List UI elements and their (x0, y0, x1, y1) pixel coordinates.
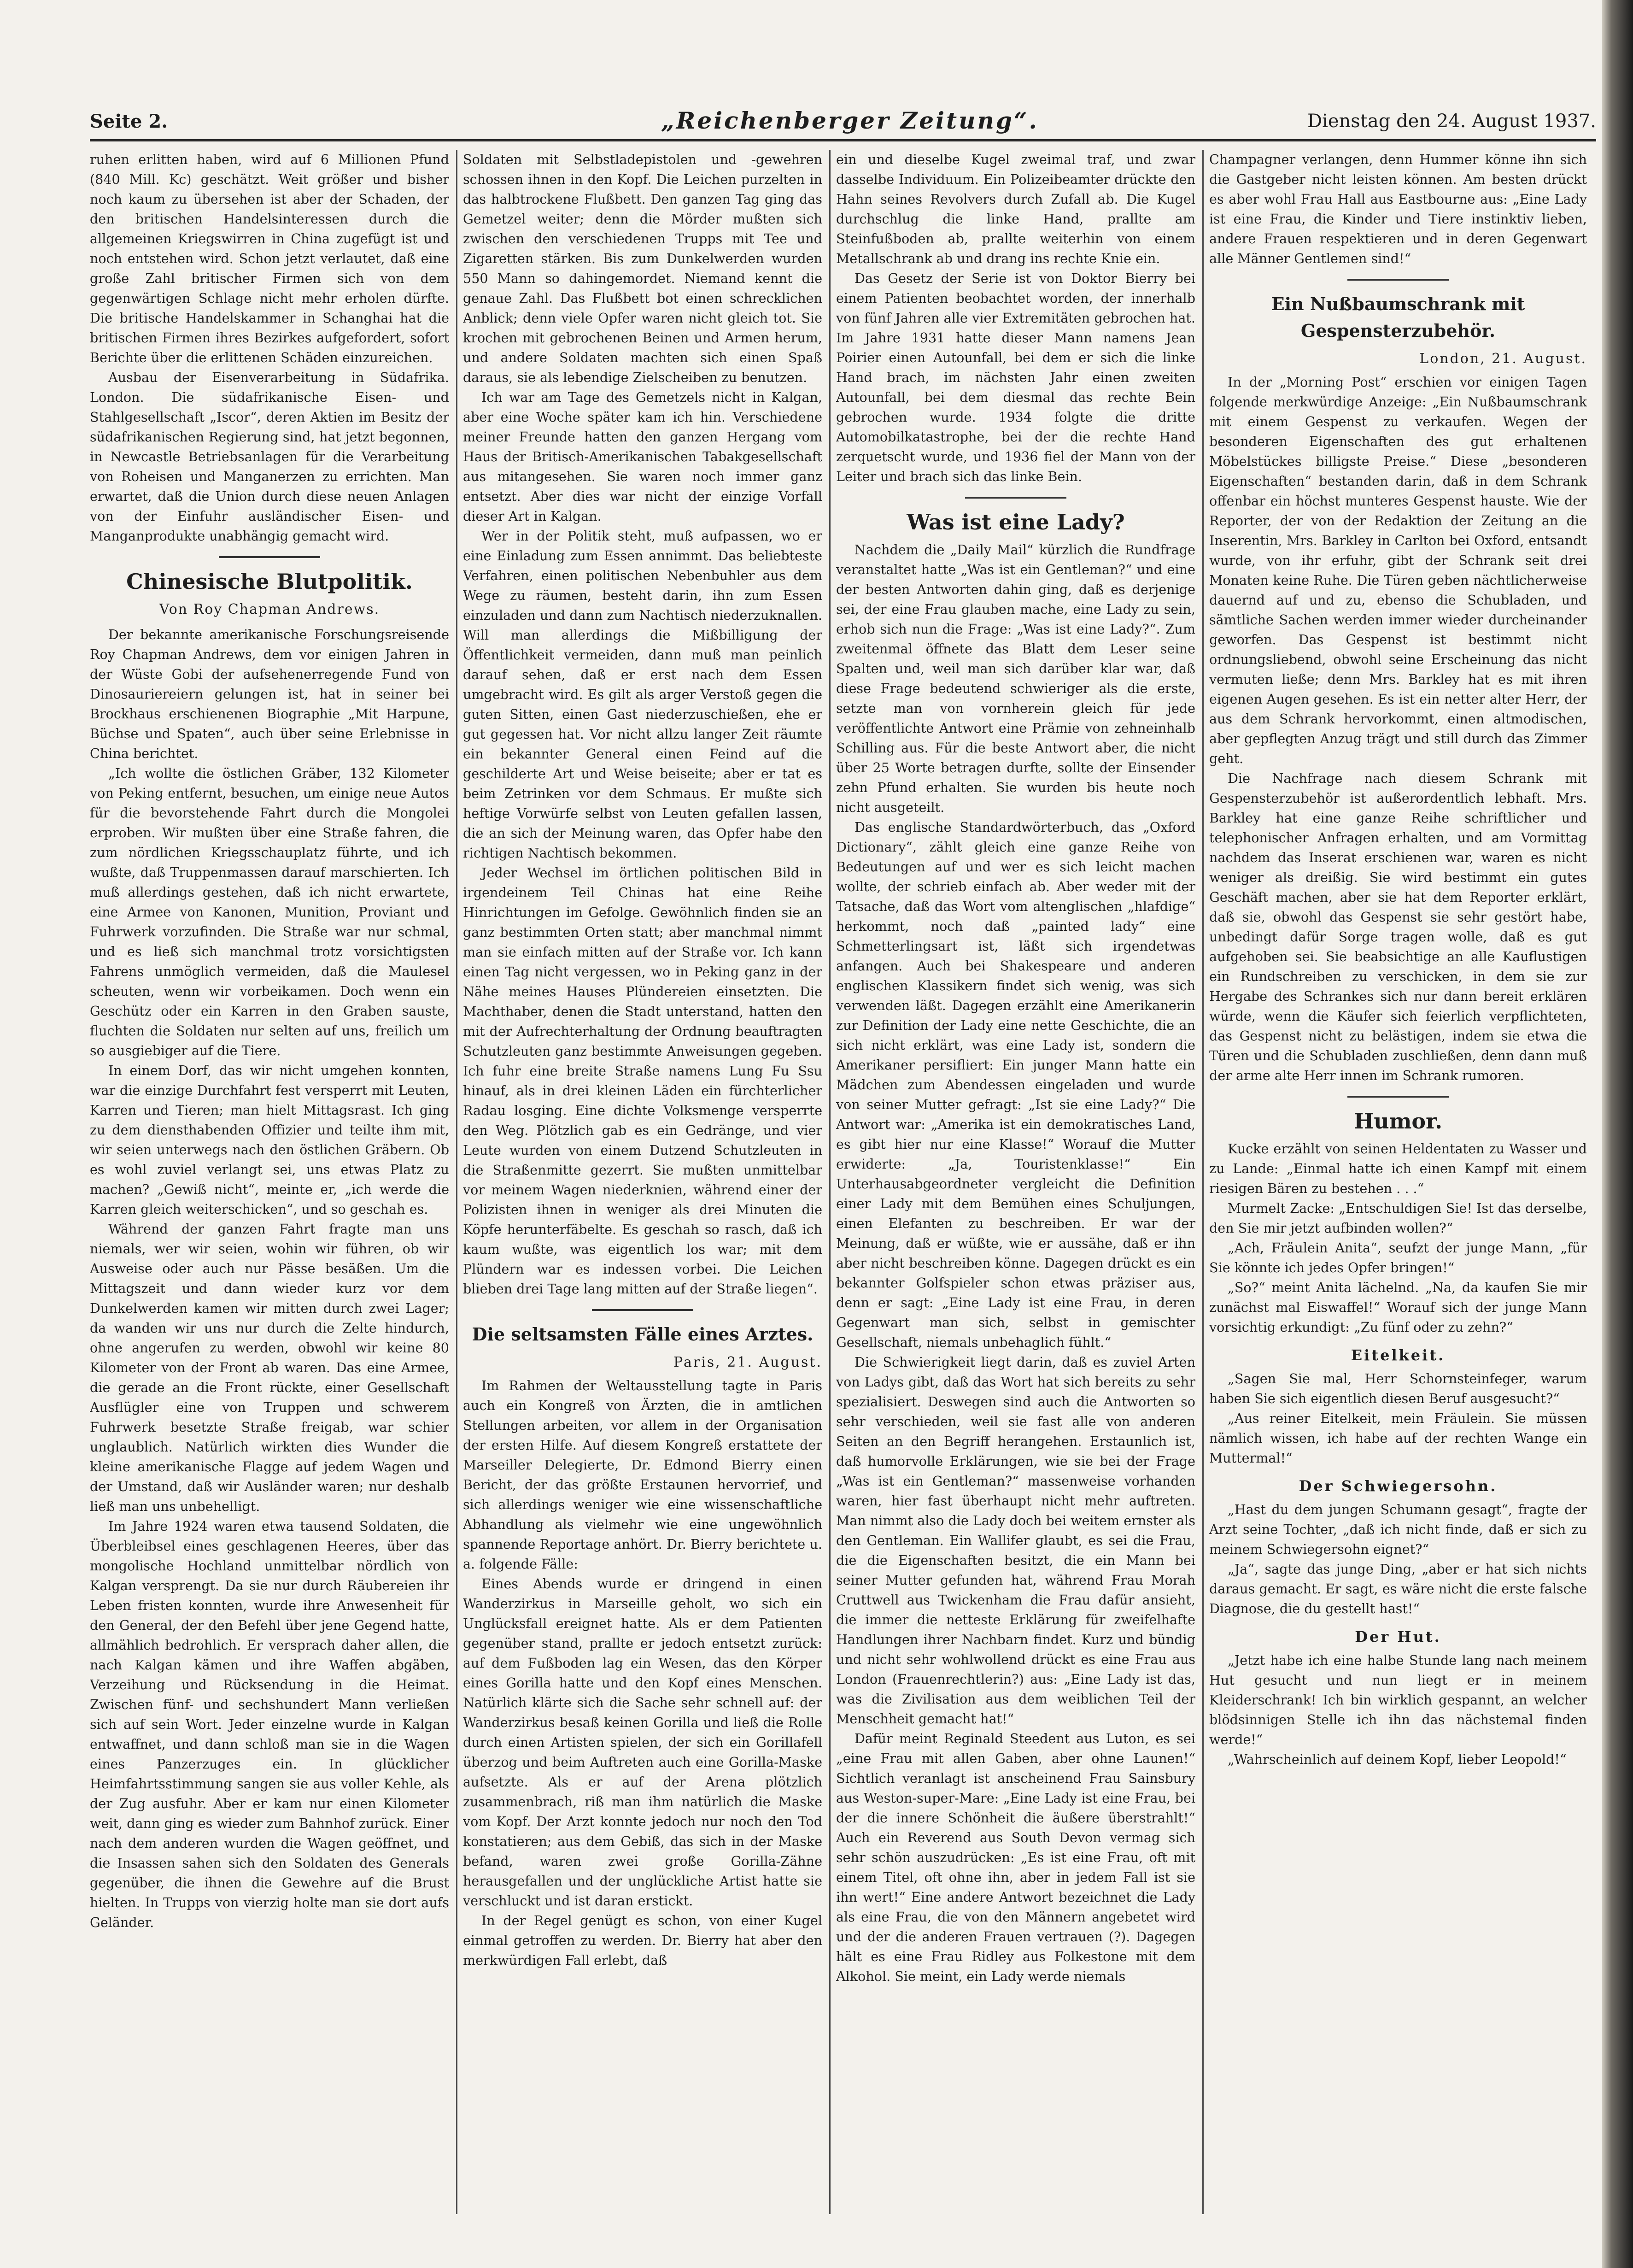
column-rule (456, 150, 457, 2214)
joke-title: Eitelkeit. (1351, 1346, 1446, 1364)
joke-text: „Aus reiner Eitelkeit, mein Fräulein. Sie müssen nämlich wissen, ich habe auf der rechten Wange ein Muttermal!“ (1209, 1410, 1587, 1466)
article-text: Während der ganzen Fahrt fragte man uns niemals, wer wir seien, wohin wir führen, ob wir Ausweise oder auch nur Pässe besäßen. Um die Mittagszeit und dann wieder kurz vor dem Dunkelwerden kamen wir mitten durch zwei Lager; da wanden wir uns nur durch die Zelte hindurch, ohne angerufen zu werden, obwohl wir keine 80 Kilometer von der Front ab waren. Das eine Armee, die gerade an die Front rückte, einer Gesellschaft Ausflügler eine von Truppen und schwerem Fuhrwerk besetzte Straße freigab, war schier unglaublich. Natürlich wirkten dies Wunder die kleine amerikanische Flagge auf jedem Wagen und der Umstand, daß wir Ausländer waren; nur deshalb ließ man uns unbehelligt. (90, 1221, 449, 1514)
column-rule (829, 150, 831, 2214)
joke-text: „So?“ meint Anita lächelnd. „Na, da kaufen Sie mir zunächst mal Eiswaffel!“ Worauf sich der junge Mann vorsichtig erkundigt: „Zu fünf oder zu zehn?“ (1209, 1280, 1587, 1335)
newspaper-title: „Reichenberger Zeitung“. (661, 107, 1039, 134)
headline-blutpolitik: Chinesische Blutpolitik. (126, 569, 413, 594)
column-1 (90, 150, 449, 2214)
dateline: London, 21. August. (1419, 351, 1587, 367)
joke-title: Der Schwiegersohn. (1299, 1477, 1498, 1495)
headline-humor: Humor. (1353, 1109, 1443, 1134)
article-text: Das englische Standardwörterbuch, das „Oxford Dictionary“, zählt gleich eine ganze Reihe von Bedeutungen auf und wer es sich leicht machen wollte, der schrieb einfach ab. Aber weder mit der Tatsache, daß das Wort vom altenglischen „hlafdige“ herkommt, noch daß „painted lady“ eine Schmetterlingsart ist, läßt sich irgendetwas anfangen. Auch bei Shakespeare und anderen englischen Klassikern findet sich wenig, was sich verwenden läßt. Dagegen erzählt eine Amerikanerin zur Definition der Lady eine nette Geschichte, die an sich nicht erklärt, was eine Lady ist, sondern die Amerikaner persifliert: Ein junger Mann hatte ein Mädchen zum Abendessen eingeladen und wurde von seiner Mutter gefragt: „Ist sie eine Lady?“ Die Antwort war: „Amerika ist ein demokratisches Land, es gibt hier nur eine Klasse!“ Worauf die Mutter erwiderte: „Ja, Touristenklasse!“ Ein Unterhausabgeordneter vergleicht die Definition einer Lady mit dem Bemühen eines Schuljungen, einen Elefanten zu beschreiben. Er war der Meinung, daß er wüßte, wie er aussähe, daß er ihn aber nicht beschreiben könne. Dagegen drückt es ein bekannter Golfspieler schon etwas präziser aus, denn er sagt: „Eine Lady ist eine Frau, in deren Gegenwart man sich, selbst in gemischter Gesellschaft, niemals unbehaglich fühlt.“ (836, 819, 1195, 1350)
article-text: Im Jahre 1924 waren etwa tausend Soldaten, die Überbleibsel eines geschlagenen Heeres, über das mongolische Hochland unmittelbar nördlich von Kalgan versprengt. Da sie nur durch Räubereien ihr Leben fristen konnten, wurde ihre Anwesenheit für den General, der den Befehl über jene Gegend hatte, allmählich bedrohlich. Er versprach daher allen, die nach Kalgan kämen und ihre Waffen abgäben, Verzeihung und Rücksendung in die Heimat. Zwischen fünf- und sechshundert Mann verließen sich auf sein Wort. Jeder einzelne wurde in Kalgan entwaffnet, und dann schloß man sie in die Wagen eines Panzerzuges ein. In glücklicher Heimfahrtsstimmung sangen sie aus voller Kehle, als der Zug ausfuhr. Aber er kam nur einen Kilometer weit, dann ging es wieder zum Bahnhof zurück. Einer nach dem anderen wurden die Wagen geöffnet, und die Insassen sahen sich den Soldaten des Generals gegenüber, die ihnen die Gewehre auf die Brust hielten. In Trupps von vierzig holte man sie dort aufs Geländer. (90, 1518, 449, 1930)
byline: Von Roy Chapman Andrews. (159, 601, 380, 617)
joke-text: „Jetzt habe ich eine halbe Stunde lang nach meinem Hut gesucht und nun liegt er in meinem Kleiderschrank! Ich bin wirklich gespannt, an welcher blödsinnigen Stelle ich ihn das nächstemal finden werde!“ (1209, 1652, 1587, 1747)
article-text: Die Nachfrage nach diesem Schrank mit Gespensterzubehör ist außerordentlich lebhaft. Mrs. Barkley hat eine ganze Reihe schriftlicher und telephonischer Anfragen erhalten, und am Vormittag nachdem das Inserat erschienen war, waren es nicht weniger als dreißig. Sie wird bestimmt ein gutes Geschäft machen, aber sie hat dem Reporter erklärt, daß sie, obwohl das Gespenst sie sehr gestört habe, unbedingt dafür Sorge tragen wolle, daß es gut aufgehoben sei. Sie beabsichtige an alle Kauflustigen ein Rundschreiben zu verschicken, in dem sie zur Hergabe des Schrankes sich nur dann bereit erklären würde, wenn die Käufer sich feierlich verpflichteten, das Gespenst nicht zu belästigen, indem sie etwa die Türen und die Schubladen zuschließen, denn dann muß der arme alte Herr innen im Schrank rumoren. (1209, 770, 1587, 1083)
dateline: Paris, 21. August. (673, 1354, 822, 1370)
joke-text: „Hast du dem jungen Schumann gesagt“, fragte der Arzt seine Tochter, „daß ich nicht finde, daß er sich zu meinem Schwiegersohn eignet?“ (1209, 1502, 1587, 1557)
article-text: In der „Morning Post“ erschien vor einigen Tagen folgende merkwürdige Anzeige: „Ein Nußbaumschrank mit einem Gespenst zu verkaufen. Wegen der besonderen Eigenschaften des gut erhaltenen Möbelstückes billigste Preise.“ Diese „besonderen Eigenschaften“ bestanden darin, daß in dem Schrank offenbar ein höchst munteres Gespenst hauste. Wie der Reporter, der von der Redaktion der Zeitung an die Inserentin, Mrs. Barkley in Carlton bei Oxford, entsandt wurde, von ihr erfuhr, gibt der Schrank seit drei Monaten keine Ruhe. Die Türen geben nächtlicherweise dauernd auf und zu, ebenso die Schubladen, und sämtliche Sachen werden immer wieder durcheinander geworfen. Das Gespenst ist bestimmt nicht ordnungsliebend, obwohl seine Erscheinung das nicht vermuten ließe; denn Mrs. Barkley hat es mit ihren eigenen Augen gesehen. Es ist ein netter alter Herr, der aus dem Schrank hervorkommt, einen altmodischen, aber gepflegten Anzug trägt und still durch das Zimmer geht. (1209, 374, 1587, 766)
article-text: Wer in der Politik steht, muß aufpassen, wo er eine Einladung zum Essen annimmt. Das beliebteste Verfahren, einen politischen Nebenbuhler aus dem Wege zu räumen, besteht darin, ihn zum Essen einzuladen und dann zum Nachtisch niederzuknallen. Will man allerdings die Mißbilligung der Öffentlichkeit vermeiden, dann muß man peinlich darauf sehen, daß er erst nach dem Essen umgebracht wird. Es gilt als arger Verstoß gegen die guten Sitten, einen Gast niederzuschießen, ehe er gut gegessen hat. Vor nicht allzu langer Zeit räumte ein bekannter General einen Feind auf die geschilderte Art und Weise beiseite; aber er tat es beim Zetrinken vor dem Schmaus. Er mußte sich heftige Vorwürfe selbst von Leuten gefallen lassen, die an sich der Meinung waren, das Opfer habe den richtigen Nachtisch bekommen. (463, 528, 822, 861)
column-3 (836, 150, 1195, 2214)
divider (592, 1309, 693, 1311)
headline-nussbaumschrank: Ein Nußbaumschrank mit Gespensterzubehör. (1271, 294, 1525, 341)
article-text: Nachdem die „Daily Mail“ kürzlich die Rundfrage veranstaltet hatte „Was ist ein Gentleman?“ und eine der besten Antworten dahin ging, daß es derjenige sei, der eine Frau glauben mache, eine Lady zu sein, erhob sich nun die Frage: „Was ist eine Lady?“. Zum zweitenmal öffnete das Blatt dem Leser seine Spalten und, weil man sich darüber klar war, daß diese Frage bedeutend schwieriger als die erste, setzte man von vornherein gleich für jede veröffentlichte Antwort eine Prämie von zehneinhalb Schilling aus. Für die beste Antwort aber, die nicht über 25 Worte betragen durfte, sollte der Einsender zehn Pfund erhalten. Sie wurden bis heute noch nicht ausgeteilt. (836, 542, 1195, 815)
article-text: „Ich wollte die östlichen Gräber, 132 Kilometer von Peking entfernt, besuchen, um einige neue Autos für die bevorstehende Fahrt durch die Mongolei erproben. Wir mußten über eine Straße fahren, die zum nördlichen Kriegsschauplatz führte, und ich wußte, daß Truppenmassen darauf marschierten. Ich muß allerdings gestehen, daß ich nicht erwartete, eine Armee von Kanonen, Munition, Proviant und Fuhrwerk vorzufinden. Die Straße war nur schmal, und es ließ sich manchmal trotz vorsichtigsten Fahrens unmöglich vermeiden, daß die Maulesel scheuten, wenn wir vorbeikamen. Doch wenn ein Geschütz oder ein Karren in den Graben sauste, fluchten die Soldaten nur selten auf uns, freilich um so ausgiebiger auf die Tiere. (90, 765, 449, 1058)
article-text: Ausbau der Eisenverarbeitung in Südafrika. London. Die südafrikanische Eisen- und Stahlgesellschaft „Iscor“, deren Aktien im Besitz der südafrikanischen Regierung sind, hat jetzt begonnen, in Newcastle Betriebsanlagen für die Verarbeitung von Roheisen und Manganerzen zu errichten. Man erwartet, daß die Union durch diese neuen Anlagen von der Einfuhr ausländischer Eisen- und Manganprodukte unabhängig gemacht wird. (90, 370, 449, 544)
joke-text: „Sagen Sie mal, Herr Schornsteinfeger, warum haben Sie sich eigentlich diesen Beruf ausgesucht?“ (1209, 1371, 1587, 1406)
issue-date: Dienstag den 24. August 1937. (1307, 111, 1596, 132)
joke-text: Kucke erzählt von seinen Heldentaten zu Wasser und zu Lande: „Einmal hatte ich einen Kampf mit einem riesigen Bären zu bestehen . . .“ (1209, 1141, 1587, 1196)
article-text: Im Rahmen der Weltausstellung tagte in Paris auch ein Kongreß von Ärzten, die in amtlichen Stellungen arbeiten, vor allem in der Organisation der ersten Hilfe. Auf diesem Kongreß erstattete der Marseiller Delegierte, Dr. Edmond Bierry einen Bericht, der das größte Erstaunen hervorrief, und sich allerdings weniger wie eine wissenschaftliche Abhandlung als vielmehr wie eine ungewöhnlich spannende Reportage anhört. Dr. Bierry berichtete u. a. folgende Fälle: (463, 1378, 822, 1572)
article-text: Eines Abends wurde er dringend in einen Wanderzirkus in Marseille geholt, wo sich ein Unglücksfall ereignet hatte. Als er dem Patienten gegenüber stand, prallte er jedoch entsetzt zurück: auf dem Fußboden lag ein Wesen, das den Körper eines Gorilla hatte und den Kopf eines Menschen. Natürlich klärte sich die Sache sehr schnell auf: der Wanderzirkus besaß keinen Gorilla und ließ die Rolle durch einen Artisten spielen, der sich ein Gorillafell überzog und beim Auftreten auch eine Gorilla-Maske aufsetzte. Als er auf der Arena plötzlich zusammenbrach, riß man ihm natürlich die Maske vom Kopf. Der Arzt konnte jedoch nur noch den Tod konstatieren; aus dem Gebiß, das sich in der Maske befand, waren zwei große Gorilla-Zähne herausgefallen und der unglückliche Artist hatte sie verschluckt und ist daran erstickt. (463, 1576, 822, 1909)
joke-text: „Ja“, sagte das junge Ding, „aber er hat sich nichts daraus gemacht. Er sagt, es wäre nicht die erste falsche Diagnose, die du gestellt hast!“ (1209, 1561, 1587, 1616)
article-text: ein und dieselbe Kugel zweimal traf, und zwar dasselbe Individuum. Ein Polizeibeamter drückte den Hahn seines Revolvers durch Zufall ab. Die Kugel durchschlug die linke Hand, prallte am Steinfußboden ab, prallte weiterhin von einem Metallschrank ab und drang ins rechte Knie ein. (836, 152, 1195, 266)
article-text: Champagner verlangen, denn Hummer könne ihn sich die Gastgeber nicht leisten können. Am besten drückt es aber wohl Frau Hall aus Eastbourne aus: „Eine Lady ist eine Frau, die Kinder und Tiere instinktiv lieben, andere Frauen respektieren und in deren Gegenwart alle Männer Gentlemen sind!“ (1209, 152, 1587, 266)
article-text: Die Schwierigkeit liegt darin, daß es zuviel Arten von Ladys gibt, daß das Wort hat sich bereits zu sehr spezialisiert. Deswegen sind auch die Antworten so sehr verschieden, weil sie fast alle von anderen Seiten an den Begriff herangehen. Erstaunlich ist, daß humorvolle Erklärungen, wie sie bei der Frage „Was ist ein Gentleman?“ massenweise vorhanden waren, hier fast überhaupt nicht mehr auftreten. Man nimmt also die Lady doch bei weitem ernster als den Gentleman. Ein Wallifer glaubt, es sei die Frau, die die Eigenschaften besitzt, die ein Mann bei seiner Mutter gefunden hat, während Frau Morah Cruttwell aus Twickenham die Frau dafür ansieht, die immer die netteste Erklärung für zweifelhafte Handlungen ihrer Nachbarn findet. Kurz und bündig und nicht sehr wohlwollend drückt es eine Frau aus London (Frauenrechtlerin?) aus: „Eine Lady ist das, was die Zivilisation aus dem weiblichen Teil der Menschheit gemacht hat!“ (836, 1354, 1195, 1727)
column-rule (1202, 150, 1204, 2214)
joke-text: „Ach, Fräulein Anita“, seufzt der junge Mann, „für Sie könnte ich jedes Opfer bringen!“ (1209, 1240, 1587, 1275)
joke-text: Murmelt Zacke: „Entschuldigen Sie! Ist das derselbe, den Sie mir jetzt aufbinden wollen?“ (1209, 1200, 1587, 1236)
divider (219, 556, 320, 558)
article-intro: Der bekannte amerikanische Forschungsreisende Roy Chapman Andrews, dem vor einigen Jahren in der Wüste Gobi der aufsehenerregende Fund von Dinosauriereiern gelungen ist, hat in seiner bei Brockhaus erschienenen Biographie „Mit Harpune, Büchse und Spaten“, auch über seine Erlebnisse in China berichtet. (90, 627, 449, 761)
headline-arzt: Die seltsamsten Fälle eines Arztes. (472, 1324, 814, 1345)
column-2 (463, 150, 822, 2214)
page-number: Seite 2. (90, 111, 168, 132)
article-text: In einem Dorf, das wir nicht umgehen konnten, war die einzige Durchfahrt fest versperrt mit Leuten, Karren und Tieren; man hielt Mittagsrast. Ich ging zu dem diensthabenden Offizier und teilte ihm mit, wir seien unterwegs nach den östlichen Gräbern. Ob es wohl zuviel verlangt sei, uns etwas Platz zu machen? „Gewiß nicht“, meinte er, „ich werde die Karren gleich weiterschicken“, und so geschah es. (90, 1063, 449, 1217)
article-text: Ich war am Tage des Gemetzels nicht in Kalgan, aber eine Woche später kam ich hin. Verschiedene meiner Freunde hatten den ganzen Hergang vom Haus der Britisch-Amerikanischen Tabakgesellschaft aus mitangesehen. Sie waren noch immer ganz entsetzt. Aber dies war nicht der einzige Vorfall dieser Art in Kalgan. (463, 389, 822, 524)
article-text: Dafür meint Reginald Steedent aus Luton, es sei „eine Frau mit allen Gaben, aber ohne Launen!“ Sichtlich veranlagt ist anscheinend Frau Sainsbury aus Weston-super-Mare: „Eine Lady ist eine Frau, bei der die innere Schönheit die äußere überstrahlt!“ Auch ein Reverend aus South Devon vermag sich sehr schön auszudrücken: „Es ist eine Frau, oft mit einem Titel, oft ohne ihn, aber in jedem Fall ist sie ihn wert!“ Eine andere Antwort bezeichnet die Lady als eine Frau, die von den Männern angebetet wird und der die anderen Frauen vertrauen (?). Dagegen hält es eine Frau Ridley aus Folkestone mit dem Alkohol. Sie meint, ein Lady werde niemals (836, 1731, 1195, 1984)
column-4 (1209, 150, 1587, 2214)
joke-text: „Wahrscheinlich auf deinem Kopf, lieber Leopold!“ (1228, 1751, 1567, 1767)
divider (965, 497, 1066, 499)
article-text: ruhen erlitten haben, wird auf 6 Millionen Pfund (840 Mill. Kc) geschätzt. Weit größer und bisher noch kaum zu übersehen ist aber der Schaden, der den britischen Handelsinteressen durch die allgemeinen Kriegswirren in China zugefügt ist und noch entstehen wird. Schon jetzt verlautet, daß eine große Zahl britischer Firmen sich von dem gegenwärtigen Schlage nicht mehr erholen dürfte. Die britische Handelskammer in Schanghai hat die britischen Firmen ihres Bezirkes aufgefordert, sofort Berichte über die erlittenen Schäden einzureichen. (90, 152, 449, 365)
article-text: Jeder Wechsel im örtlichen politischen Bild in irgendeinem Teil Chinas hat eine Reihe Hinrichtungen im Gefolge. Gewöhnlich finden sie an ganz bestimmten Orten statt; aber manchmal nimmt man sie einfach mitten auf der Straße vor. Ich kann einen Tag nicht vergessen, wo in Peking ganz in der Nähe meines Hauses Plündereien einsetzten. Die Machthaber, denen die Stadt unterstand, hatten den mit der Aufrechterhaltung der Ordnung beauftragten Schutzleuten ganz bestimmte Anweisungen gegeben. Ich fuhr eine breite Straße namens Lung Fu Ssu hinauf, als in drei kleinen Läden ein fürchterlicher Radau losging. Eine dichte Volksmenge versperrte den Weg. Plötzlich gab es ein Gedränge, und vier Leute wurden von einem Dutzend Schutzleuten in die Straßenmitte gezerrt. Sie mußten unmittelbar vor meinem Wagen niederknien, während einer der Polizisten ihnen in weniger als drei Minuten die Köpfe herunterfäbelte. Es geschah so rasch, daß ich kaum wußte, was eigentlich los war; mit dem Plündern war es indessen vorbei. Die Leichen blieben drei Tage lang mitten auf der Straße liegen“. (463, 865, 822, 1297)
article-text: Soldaten mit Selbstladepistolen und -gewehren schossen ihnen in den Kopf. Die Leichen purzelten in das halbtrockene Flußbett. Den ganzen Tag ging das Gemetzel weiter; denn die Mörder mußten sich zwischen den verschiedenen Trupps mit Tee und Zigaretten stärken. Bis zum Dunkelwerden wurden 550 Mann so dahingemordet. Niemand kennt die genaue Zahl. Das Flußbett bot einen schrecklichen Anblick; denn viele Opfer waren nicht gleich tot. Sie krochen mit gebrochenen Beinen und Armen herum, und andere Soldaten machten sich einen Spaß daraus, sie als lebendige Zielscheiben zu benutzen. (463, 152, 822, 385)
joke-title: Der Hut. (1355, 1628, 1441, 1645)
headline-lady: Was ist eine Lady? (907, 510, 1125, 535)
divider (1347, 279, 1449, 281)
scan-edge (1602, 0, 1633, 2268)
article-text: Das Gesetz der Serie ist von Doktor Bierry bei einem Patienten beobachtet worden, der innerhalb von fünf Jahren alle vier Extremitäten gebrochen hat. Im Jahre 1931 hatte dieser Mann namens Jean Poirier einen Autounfall, bei dem er sich die linke Hand brach, im nächsten Jahr einen zweiten Autounfall, bei dem diesmal das rechte Bein gebrochen wurde. 1934 folgte die dritte Automobilkatastrophe, bei der die rechte Hand zerquetscht wurde, und 1936 fiel der Mann von der Leiter und brach sich das linke Bein. (836, 270, 1195, 484)
article-text: In der Regel genügt es schon, von einer Kugel einmal getroffen zu werden. Dr. Bierry hat aber den merkwürdigen Fall erlebt, daß (463, 1913, 822, 1968)
divider (1347, 1096, 1449, 1098)
page-header (90, 107, 1596, 141)
